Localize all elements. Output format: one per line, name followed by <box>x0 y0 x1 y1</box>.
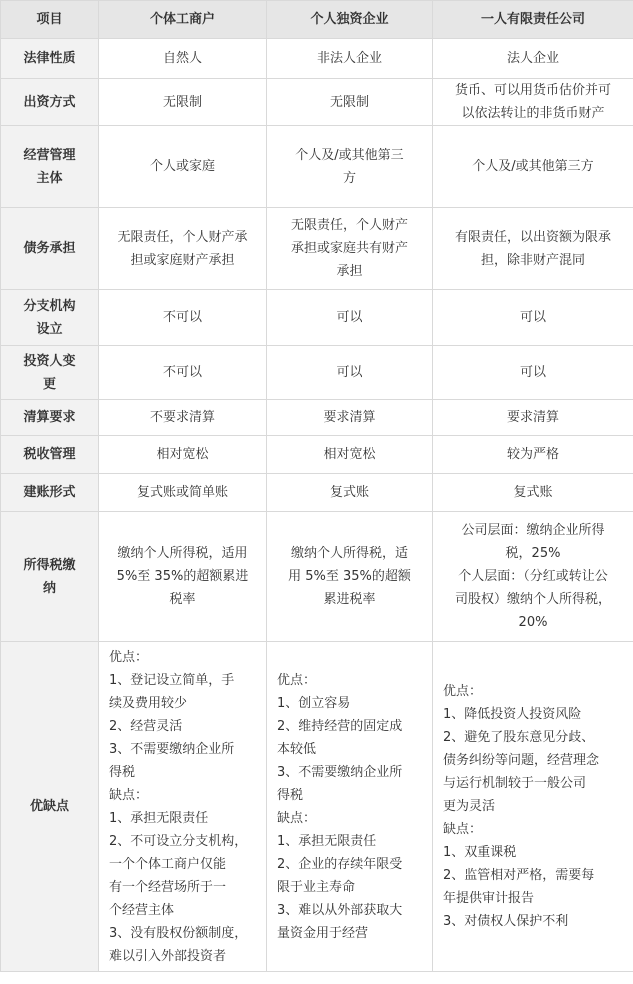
cell-investor-change-one-person-llc <box>433 346 633 400</box>
cell-line: 司股权）缴纳个人所得税， <box>454 592 611 607</box>
cell-line: 1、创立容易 <box>277 695 351 711</box>
header-item: 项目 <box>1 1 99 39</box>
cell-line: 与运行机制较于一般公司 <box>443 776 587 791</box>
cell-branch-setup-individual-business <box>99 290 267 346</box>
header-sole-proprietorship: 个人独资企业 <box>267 1 433 39</box>
row-label-line: 清算要求 <box>23 410 76 425</box>
table-row-branch-setup <box>1 290 633 346</box>
cell-line: 一个个体工商户仅能 <box>109 856 227 872</box>
cell-line: 优点： <box>277 672 317 688</box>
header-one-person-llc: 一人有限责任公司 <box>433 1 633 39</box>
cell-line: 1、降低投资人投资风险 <box>443 707 582 722</box>
header-row <box>1 1 633 39</box>
row-label-income-tax <box>1 512 99 642</box>
cell-line: 1、登记设立简单，手 <box>109 672 235 688</box>
table-row-income-tax <box>1 512 633 642</box>
table-row-capital-contribution <box>1 79 633 126</box>
cell-tax-management-one-person-llc <box>433 436 633 474</box>
row-label-liquidation <box>1 400 99 436</box>
row-label-line: 主体 <box>36 170 63 186</box>
cell-legal-nature-individual-business <box>99 39 267 79</box>
row-label-management-subject <box>1 126 99 208</box>
cell-line: 本较低 <box>277 741 317 757</box>
cell-tax-management-sole-proprietorship <box>267 436 433 474</box>
cell-line: 担，除非财产混同 <box>480 252 585 268</box>
cell-tax-management-individual-business <box>99 436 267 474</box>
cell-liquidation-sole-proprietorship <box>267 400 433 436</box>
table-row-tax-management <box>1 436 633 474</box>
cell-income-tax-one-person-llc <box>433 512 633 642</box>
cell-pros-cons-sole-proprietorship <box>267 642 433 972</box>
cell-line: 非法人企业 <box>316 51 382 66</box>
cell-income-tax-sole-proprietorship <box>267 512 433 642</box>
cell-line: 不可以 <box>162 310 202 325</box>
cell-line: 缴纳个人所得税，适用 <box>117 546 248 561</box>
cell-line: 缺点： <box>109 787 149 803</box>
cell-line: 2、企业的存续年限受 <box>277 856 403 872</box>
cell-line: 续及费用较少 <box>109 695 188 711</box>
cell-line: 用 5%至 35%的超额 <box>288 569 411 584</box>
cell-line: 担或家庭财产承担 <box>130 252 235 268</box>
cell-line: 可以 <box>519 310 546 325</box>
cell-line: 较为严格 <box>506 447 559 462</box>
cell-line: 无限制 <box>329 94 369 110</box>
cell-line: 个经营主体 <box>109 902 175 918</box>
cell-line: 得税 <box>277 787 304 803</box>
cell-line: 缺点： <box>277 810 317 826</box>
cell-line: 可以 <box>336 365 363 380</box>
cell-branch-setup-one-person-llc <box>433 290 633 346</box>
row-label-capital-contribution <box>1 79 99 126</box>
cell-line: 复式账 <box>329 485 369 500</box>
cell-line: 无限责任，个人财产承 <box>117 229 248 245</box>
cell-line: 量资金用于经营 <box>277 925 369 941</box>
cell-line: 难以引入外部投资者 <box>109 948 227 964</box>
cell-line: 货币、可以用货币估价并可 <box>454 83 611 98</box>
cell-line: 有限责任，以出资额为限承 <box>454 229 611 245</box>
row-label-line: 投资人变 <box>23 353 76 369</box>
cell-line: 缴纳个人所得税，适 <box>290 546 408 561</box>
cell-legal-nature-sole-proprietorship <box>267 39 433 79</box>
cell-line: 3、难以从外部获取大 <box>277 902 403 918</box>
cell-line: 个人及/或其他第三 <box>295 147 404 163</box>
cell-line: 缺点： <box>443 822 483 837</box>
cell-line: 要求清算 <box>323 410 376 425</box>
cell-line: 复式账 <box>513 485 553 500</box>
cell-debt-liability-one-person-llc <box>433 208 633 290</box>
header-individual-business: 个体工商户 <box>99 1 267 39</box>
cell-line: 复式账或简单账 <box>136 485 228 500</box>
cell-line: 限于业主寿命 <box>277 879 356 895</box>
table-row-pros-cons <box>1 642 633 972</box>
cell-debt-liability-sole-proprietorship <box>267 208 433 290</box>
cell-capital-contribution-one-person-llc <box>433 79 633 126</box>
cell-line: 不要求清算 <box>149 410 215 425</box>
cell-line: 20% <box>518 615 548 630</box>
cell-capital-contribution-sole-proprietorship <box>267 79 433 126</box>
table-row-legal-nature <box>1 39 633 79</box>
cell-pros-cons-one-person-llc <box>433 642 633 972</box>
cell-line: 个人或家庭 <box>149 159 215 174</box>
cell-line: 2、避免了股东意见分歧、 <box>443 730 595 745</box>
cell-legal-nature-one-person-llc <box>433 39 633 79</box>
row-label-tax-management <box>1 436 99 474</box>
cell-line: 优点： <box>109 649 149 665</box>
row-label-line: 优缺点 <box>29 799 69 814</box>
cell-line: 1、双重课税 <box>443 845 517 860</box>
table-row-debt-liability <box>1 208 633 290</box>
row-label-branch-setup <box>1 290 99 346</box>
table-row-investor-change <box>1 346 633 400</box>
cell-line: 债务纠纷等问题，经营理念 <box>443 753 600 768</box>
cell-line: 无限责任，个人财产 <box>290 218 408 233</box>
cell-line: 年提供审计报告 <box>443 891 535 906</box>
row-label-line: 更 <box>42 376 56 392</box>
cell-line: 可以 <box>519 365 546 380</box>
row-label-line: 所得税缴 <box>23 557 76 573</box>
row-label-line: 出资方式 <box>23 94 76 110</box>
table-row-management-subject <box>1 126 633 208</box>
cell-line: 税率 <box>169 592 196 607</box>
cell-pros-cons-individual-business <box>99 642 267 972</box>
row-label-line: 分支机构 <box>23 298 76 314</box>
cell-liquidation-one-person-llc <box>433 400 633 436</box>
cell-line: 承担或家庭共有财产 <box>290 241 408 256</box>
cell-line: 3、不需要缴纳企业所 <box>109 741 235 757</box>
cell-investor-change-individual-business <box>99 346 267 400</box>
cell-line: 不可以 <box>162 365 202 380</box>
cell-line: 优点： <box>443 684 483 699</box>
cell-line: 个人及/或其他第三方 <box>472 159 594 174</box>
cell-branch-setup-sole-proprietorship <box>267 290 433 346</box>
cell-line: 3、对债权人保护不利 <box>443 914 569 929</box>
table-row-bookkeeping <box>1 474 633 512</box>
row-label-line: 税收管理 <box>23 447 76 462</box>
cell-line: 税，25% <box>505 546 561 561</box>
cell-capital-contribution-individual-business <box>99 79 267 126</box>
cell-line: 要求清算 <box>506 410 559 425</box>
cell-line: 自然人 <box>162 51 202 66</box>
cell-line: 1、承担无限责任 <box>109 810 209 826</box>
row-label-line: 债务承担 <box>23 241 76 256</box>
table-row-liquidation <box>1 400 633 436</box>
row-label-line: 设立 <box>36 321 63 337</box>
cell-line: 以依法转让的非货币财产 <box>461 106 605 121</box>
row-label-investor-change <box>1 346 99 400</box>
row-label-legal-nature <box>1 39 99 79</box>
cell-management-subject-sole-proprietorship <box>267 126 433 208</box>
cell-liquidation-individual-business <box>99 400 267 436</box>
cell-management-subject-individual-business <box>99 126 267 208</box>
cell-line: 法人企业 <box>506 51 559 66</box>
cell-line: 承担 <box>336 264 363 279</box>
cell-management-subject-one-person-llc <box>433 126 633 208</box>
cell-line: 无限制 <box>162 94 202 110</box>
cell-line: 可以 <box>336 310 363 325</box>
cell-bookkeeping-individual-business <box>99 474 267 512</box>
cell-line: 更为灵活 <box>443 799 496 814</box>
cell-line: 1、承担无限责任 <box>277 833 377 849</box>
cell-debt-liability-individual-business <box>99 208 267 290</box>
cell-line: 2、监管相对严格，需要每 <box>443 868 595 883</box>
row-label-bookkeeping <box>1 474 99 512</box>
cell-line: 个人层面：（分红或转让公 <box>458 569 608 584</box>
cell-bookkeeping-one-person-llc <box>433 474 633 512</box>
cell-line: 累进税率 <box>323 592 376 607</box>
row-label-pros-cons <box>1 642 99 972</box>
cell-line: 相对宽松 <box>156 447 209 462</box>
cell-line: 相对宽松 <box>323 447 376 462</box>
row-label-line: 纳 <box>42 580 56 596</box>
cell-investor-change-sole-proprietorship <box>267 346 433 400</box>
cell-line: 方 <box>342 170 356 186</box>
cell-line: 5%至 35%的超额累进 <box>116 569 249 584</box>
cell-line: 得税 <box>109 764 136 780</box>
cell-income-tax-individual-business <box>99 512 267 642</box>
row-label-line: 建账形式 <box>23 485 76 500</box>
cell-line: 3、不需要缴纳企业所 <box>277 764 403 780</box>
cell-bookkeeping-sole-proprietorship <box>267 474 433 512</box>
cell-line: 2、维持经营的固定成 <box>277 718 403 734</box>
cell-line: 公司层面：缴纳企业所得 <box>461 523 605 538</box>
cell-line: 2、经营灵活 <box>109 718 183 734</box>
row-label-line: 法律性质 <box>23 51 76 66</box>
row-label-debt-liability <box>1 208 99 290</box>
table-body <box>1 39 633 972</box>
row-label-line: 经营管理 <box>23 147 76 163</box>
cell-line: 2、不可设立分支机构， <box>109 833 248 849</box>
cell-line: 有一个经营场所于一 <box>109 879 227 895</box>
cell-line: 3、没有股权份额制度， <box>109 925 248 941</box>
